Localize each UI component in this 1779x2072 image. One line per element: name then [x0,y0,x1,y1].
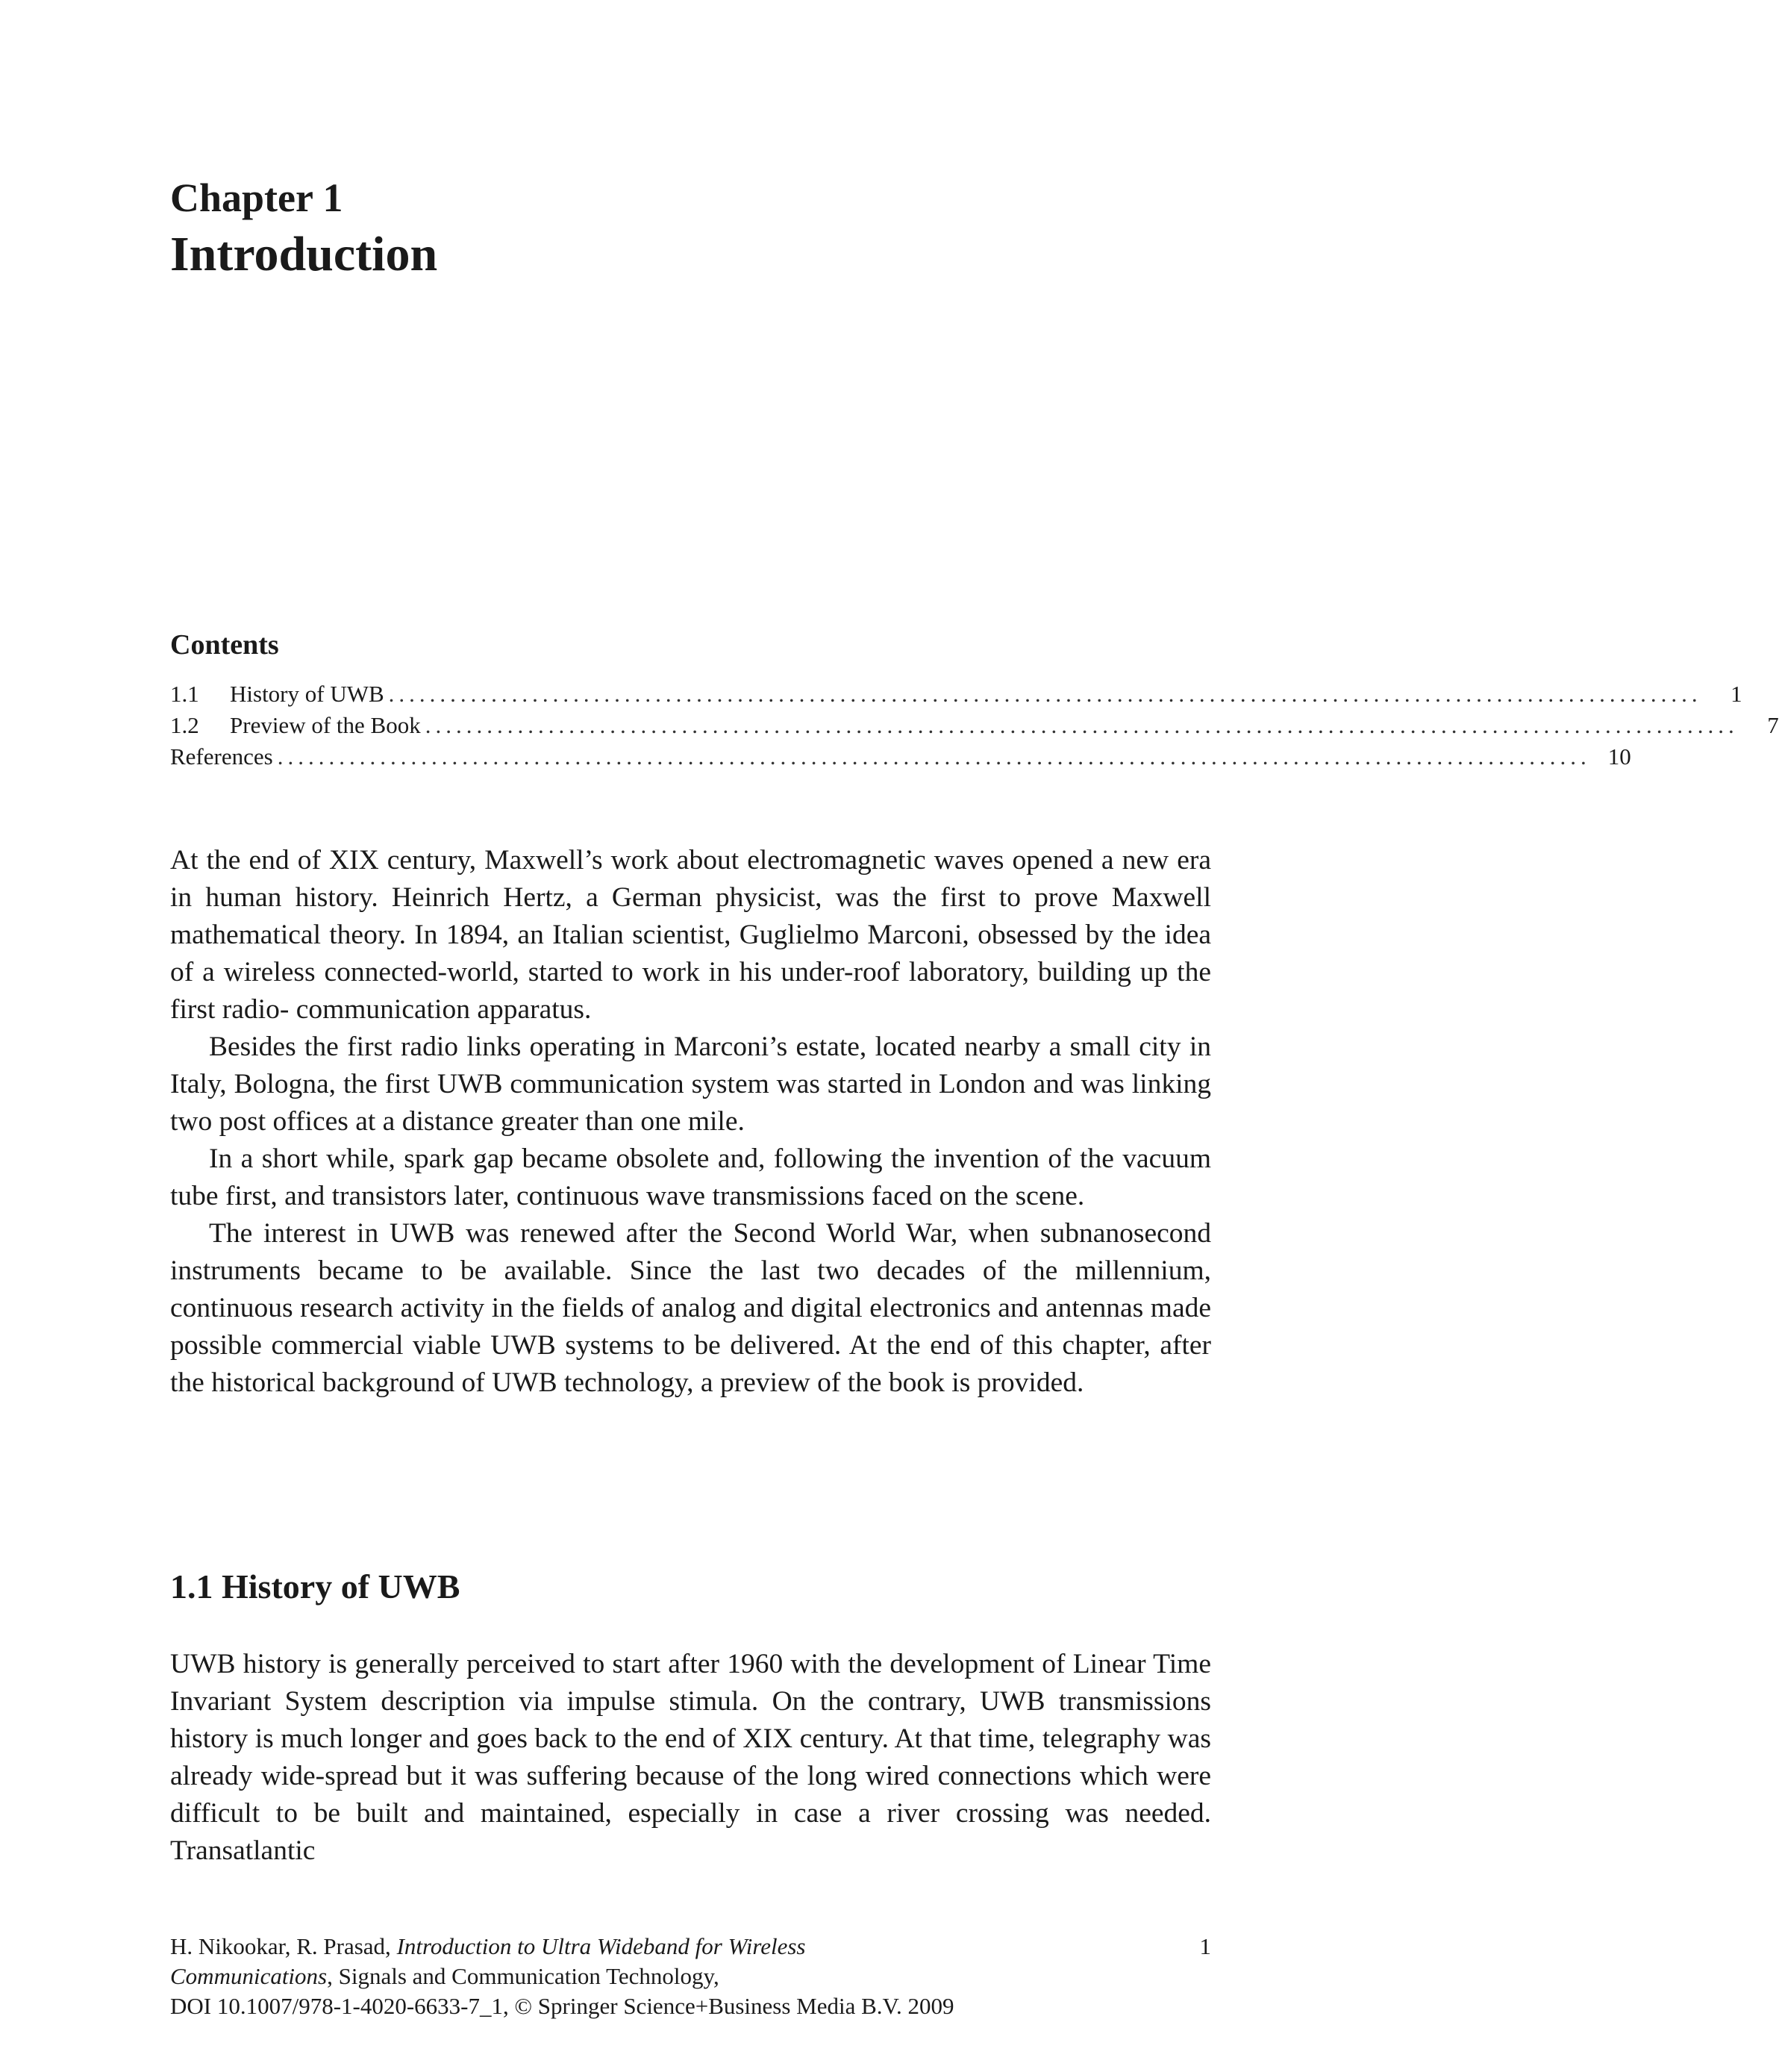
page-number: 1 [1199,1933,1211,1959]
toc-leader-dots: ................................................................................................................................ [425,712,1739,738]
footer-authors: H. Nikookar, R. Prasad, [170,1933,397,1959]
contents-heading: Contents [170,629,279,661]
toc-entry-label: History of UWB [230,681,384,707]
footer-citation-line-2 [170,1962,1211,1991]
toc-leader-dots: ................................................................................................................................ [388,681,1702,707]
toc-entry-references[interactable] [170,741,1631,773]
section-heading: 1.1 History of UWB [170,1567,460,1606]
table-of-contents [170,629,1779,773]
section-paragraph: UWB history is generally perceived to start after 1960 with the development of Linear Time Invariant System description via impulse stimula. On the contrary, UWB transmissions history is much longer and goes back to the end of XIX century. At that time, telegraphy was already wide-spread but it was suffering because of the long wired connections which were difficult to be built and maintained, especially in case a river crossing was needed. Transatlantic [170,1649,1211,1866]
footer-doi[interactable]: DOI 10.1007/978-1-4020-6633-7_1, © Springer Science+Business Media B.V. 2009 [170,1993,954,2019]
toc-entry-page: 10 [1607,743,1631,770]
page-footer [170,1932,1211,2021]
toc-entry-preview-of-the-book[interactable] [170,710,1779,741]
toc-entry-label: References [170,743,273,770]
footer-citation-line-1 [170,1932,1211,1962]
intro-text [170,842,1211,1402]
footer-series: , Signals and Communication Technology, [327,1963,719,1989]
toc-entry-label: Preview of the Book [230,712,421,738]
footer-book-title: Introduction to Ultra Wideband for Wireless [396,1933,806,1959]
intro-paragraph: Besides the first radio links operating in Marconi’s estate, located nearby a small city in Italy, Bologna, the first UWB communication system was started in London and was linking two post offices at a distance greater than one mile. [170,1032,1211,1137]
intro-paragraph: In a short while, spark gap became obsolete and, following the invention of the vacuum tube first, and transistors later, continuous wave transmissions faced on the scene. [170,1143,1211,1211]
toc-entry-number: 1.2 [170,712,199,738]
intro-paragraph: At the end of XIX century, Maxwell’s work about electromagnetic waves opened a new era in human history. Heinrich Hertz, a German physicist, was the first to prove Maxwell mathematical theory. In 1894, an Italian scientist, Guglielmo Marconi, obsessed by the idea of a wireless connected-world, started to work in his under-roof laboratory, building up the first radio- communication apparatus. [170,845,1211,1025]
section-text [170,1646,1211,1870]
intro-paragraph: The interest in UWB was renewed after the Second World War, when subnanosecond instruments became to be available. Since the last two decades of the millennium, continuous research activity in the fields of analog and digital electronics and antennas made possible commercial viable UWB systems to be delivered. At the end of this chapter, after the historical background of UWB technology, a preview of the book is provided. [170,1218,1211,1398]
footer-book-title-cont: Communications [170,1963,328,1989]
toc-leader-dots: ................................................................................................................................ [277,743,1591,770]
chapter-label: Chapter 1 [170,175,343,220]
toc-entry-page: 1 [1730,681,1742,707]
toc-entry-number: 1.1 [170,681,199,707]
toc-entry-history-of-uwb[interactable] [170,678,1742,710]
toc-entry-page: 7 [1767,712,1779,738]
chapter-title: Introduction [170,227,438,281]
